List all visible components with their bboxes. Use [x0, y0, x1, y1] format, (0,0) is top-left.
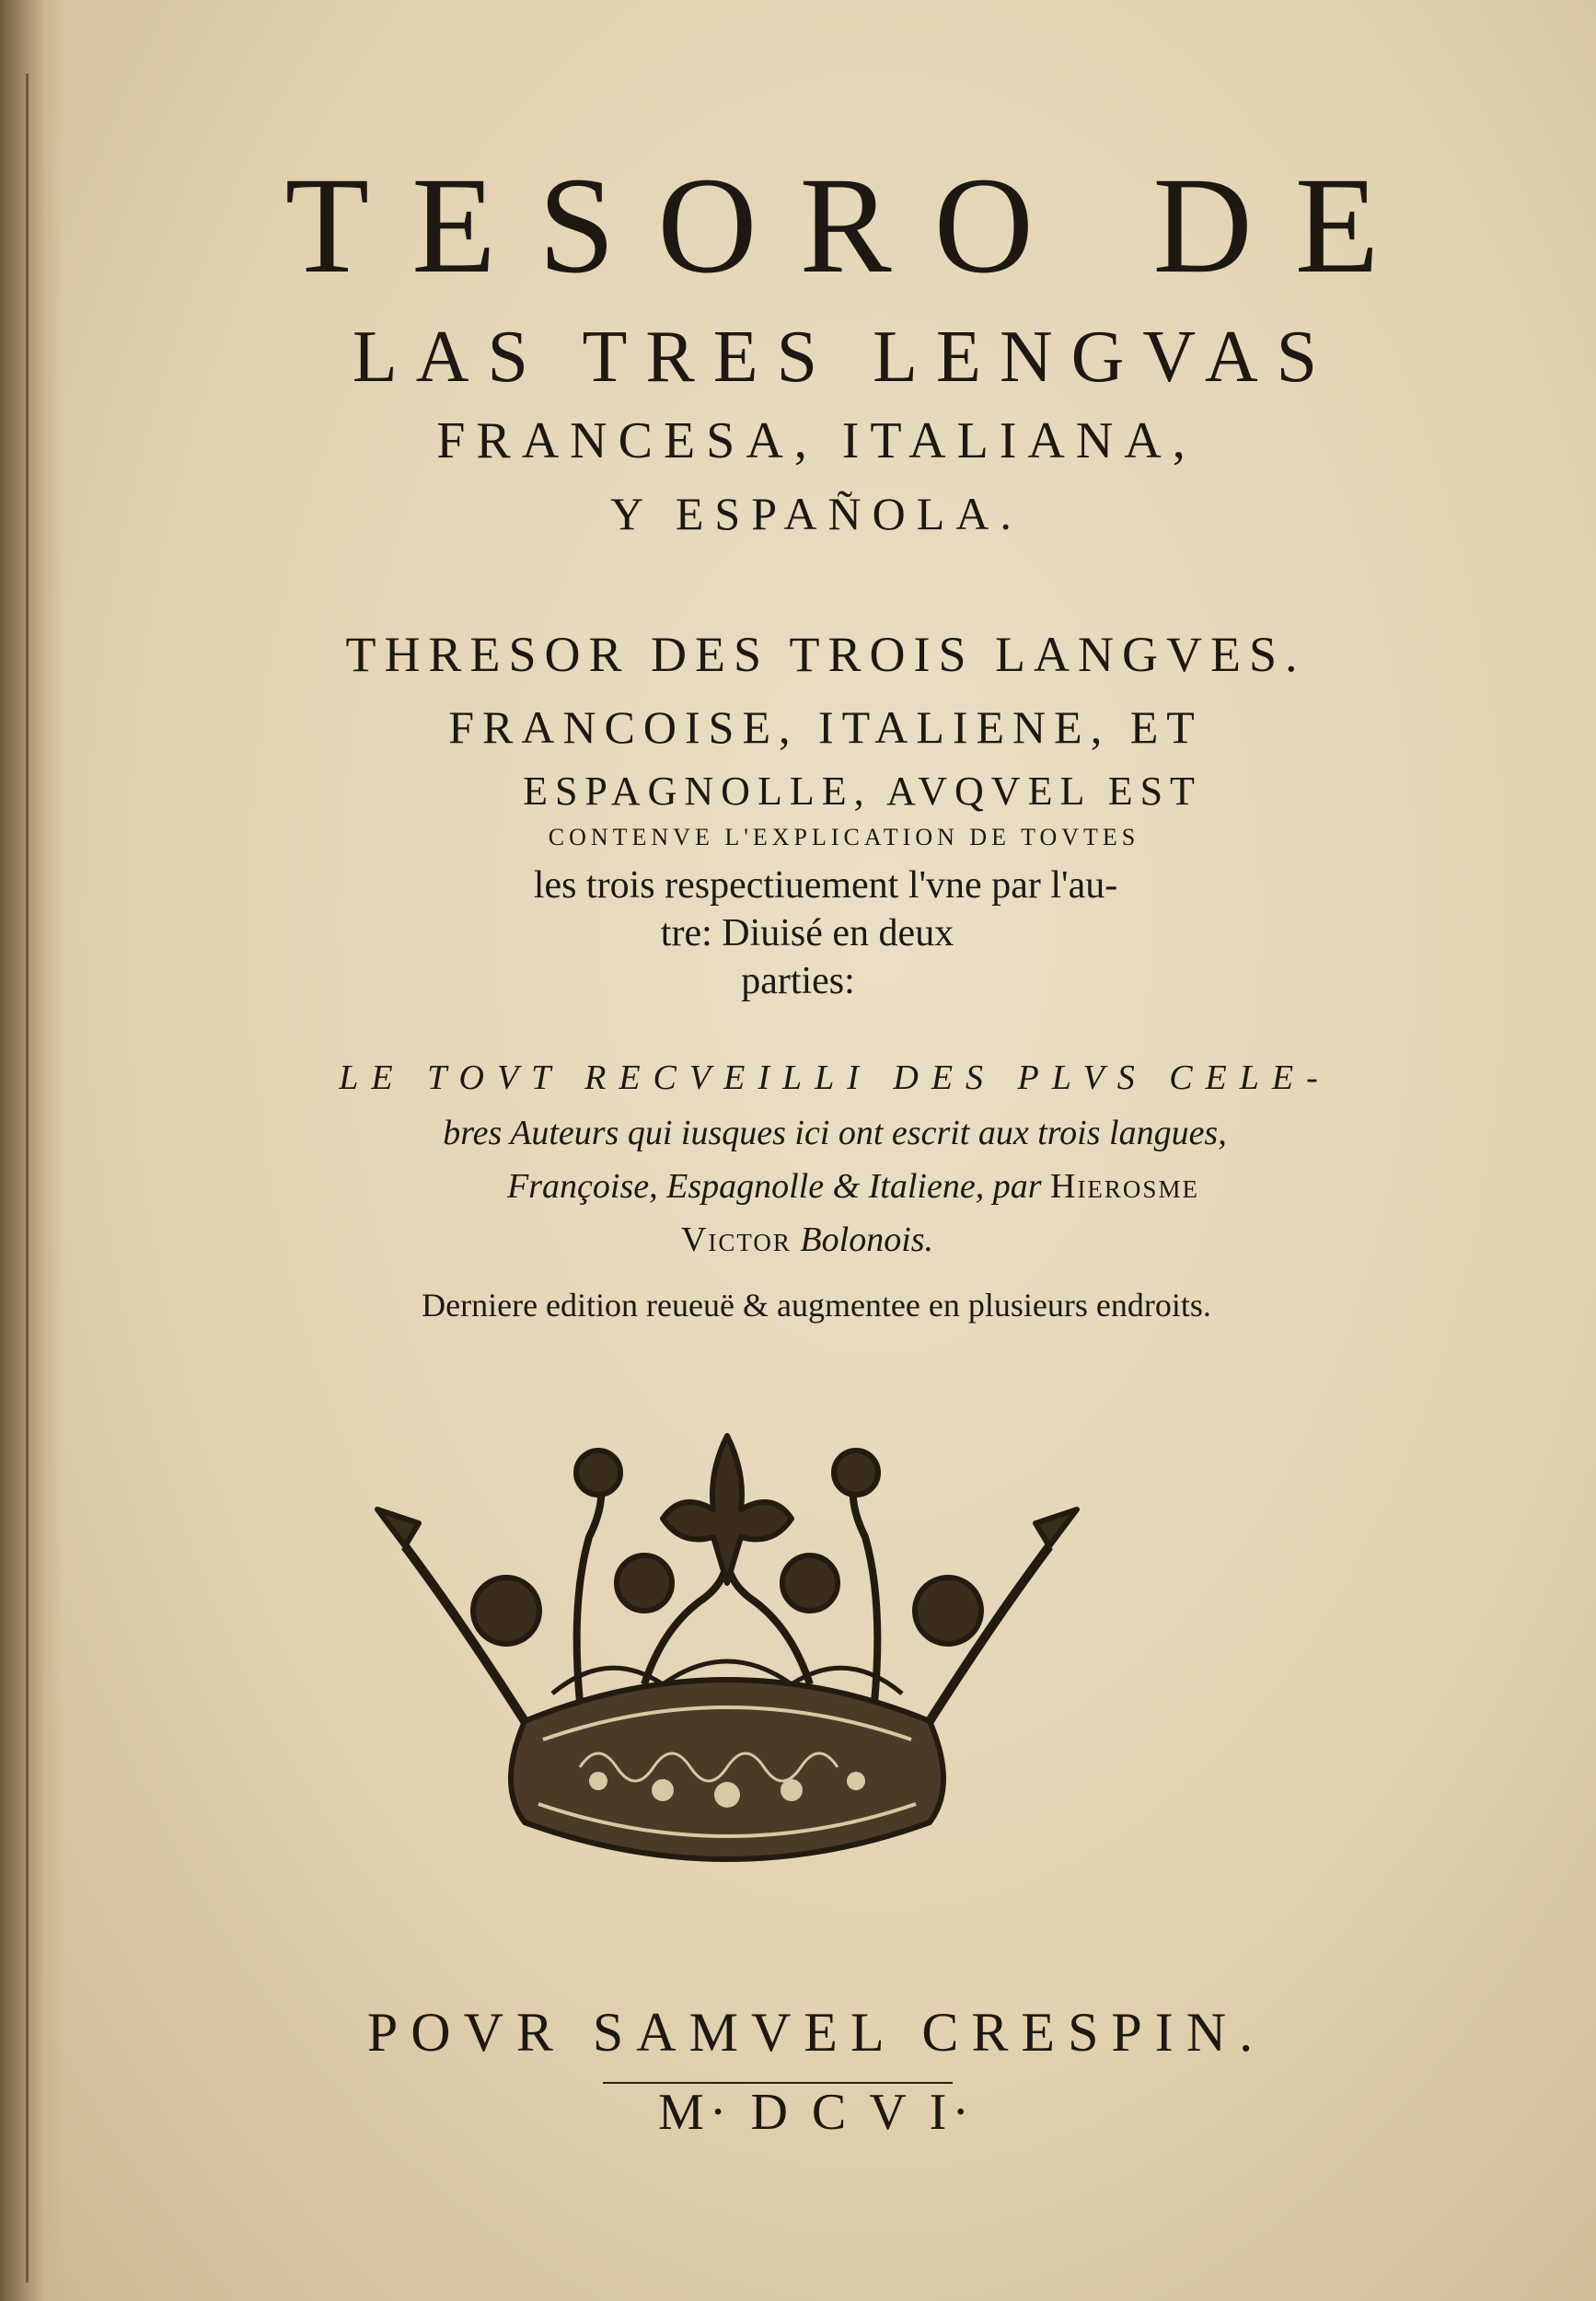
compiler-line-3-italic: Françoise, Espagnolle & Italiene, par: [507, 1167, 1042, 1206]
compiler-name-first: Hierosme: [1050, 1167, 1199, 1206]
compiler-name-last: Victor: [680, 1220, 792, 1259]
title-line-3: FRANCESA, ITALIANA,: [436, 412, 1197, 469]
compiler-origin: Bolonois.: [800, 1220, 934, 1259]
french-title-line-3: ESPAGNOLLE, AVQVEL EST: [523, 769, 1202, 814]
title-line-2: LAS TRES LENGVAS: [352, 317, 1336, 398]
french-title-line-5: les trois respectiuement l'vne par l'au-: [533, 864, 1118, 907]
title-line-1: TESORO DE: [284, 149, 1422, 302]
french-title-line-7: parties:: [741, 960, 855, 1002]
compiler-line-4: [0, 1217, 1596, 1263]
compiler-line-1: LE TOVT RECVEILLI DES PLVS CELE-: [339, 1058, 1331, 1097]
compiler-line-2: bres Auteurs qui iusques ici ont escrit aux trois langues,: [443, 1114, 1227, 1152]
compiler-line-3: [0, 1163, 1596, 1209]
french-title-line-1: THRESOR DES TROIS LANGVES.: [345, 627, 1306, 682]
french-title-line-6: tre: Diuisé en deux: [660, 912, 954, 954]
publication-date: M· D C V I·: [658, 2084, 975, 2141]
crown-icon: [368, 1417, 1086, 1878]
edition-note: Derniere edition reueuë & augmentee en plusieurs endroits.: [422, 1287, 1211, 1324]
french-title-line-2: FRANCOISE, ITALIENE, ET: [448, 701, 1203, 753]
printer-imprint: POVR SAMVEL CRESPIN.: [366, 2002, 1266, 2063]
french-title-line-4: CONTENVE L'EXPLICATION DE TOVTES: [548, 824, 1140, 850]
title-line-4: Y ESPAÑOLA.: [610, 488, 1023, 539]
